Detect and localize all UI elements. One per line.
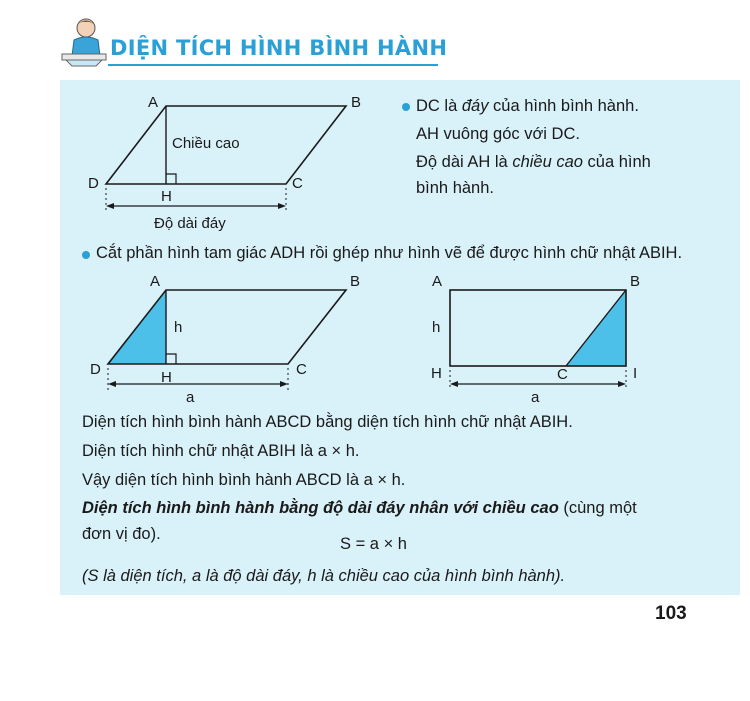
fig2-height-h: h [174, 319, 183, 336]
fig3-label-c: C [557, 366, 568, 383]
cut-instruction: Cắt phần hình tam giác ADH rồi ghép như hình vẽ để được hình chữ nhật ABIH. [96, 244, 683, 262]
area-rule-line2: đơn vị đo). [82, 525, 161, 543]
fig1-base-label: Độ dài đáy [154, 215, 226, 232]
fig1-height-label: Chiều cao [172, 135, 240, 152]
fig2-label-c: C [296, 361, 307, 378]
fig3-label-a: A [432, 273, 443, 290]
side-note-line3: Độ dài AH là chiều cao của hình [416, 153, 651, 171]
area-rule: Diện tích hình bình hành bằng độ dài đáy nhân với chiều cao (cùng một [82, 499, 637, 517]
fig1-label-b: B [351, 94, 362, 111]
formula-legend: (S là diện tích, a là độ dài đáy, h là chiều cao của hình bình hành). [82, 567, 566, 585]
fig3-label-i: I [633, 365, 638, 382]
lesson-title: DIỆN TÍCH HÌNH BÌNH HÀNH [110, 36, 448, 60]
side-note-line4: bình hành. [416, 179, 494, 197]
fig2-base-a: a [186, 389, 195, 406]
fig1-label-c: C [292, 175, 303, 192]
area-formula: S = a × h [340, 535, 407, 553]
fig2-label-a: A [150, 273, 161, 290]
fig2-label-b: B [350, 273, 361, 290]
fig1-label-d: D [88, 175, 99, 192]
side-note-line1: DC là đáy của hình bình hành. [416, 97, 639, 115]
fig3-label-b: B [630, 273, 641, 290]
fig3-height-h: h [432, 319, 441, 336]
fig2-label-d: D [90, 361, 101, 378]
fig2-label-h: H [161, 369, 172, 386]
fig1-label-h: H [161, 188, 172, 205]
fig1-label-a: A [148, 94, 159, 111]
body-line-3: Vậy diện tích hình bình hành ABCD là a × h. [82, 471, 406, 489]
page-number: 103 [655, 603, 687, 624]
fig3-label-h: H [431, 365, 442, 382]
body-line-2: Diện tích hình chữ nhật ABIH là a × h. [82, 442, 360, 460]
body-line-1: Diện tích hình bình hành ABCD bằng diện tích hình chữ nhật ABIH. [82, 413, 573, 431]
side-note-line2: AH vuông góc với DC. [416, 125, 580, 143]
fig3-base-a: a [531, 389, 540, 406]
